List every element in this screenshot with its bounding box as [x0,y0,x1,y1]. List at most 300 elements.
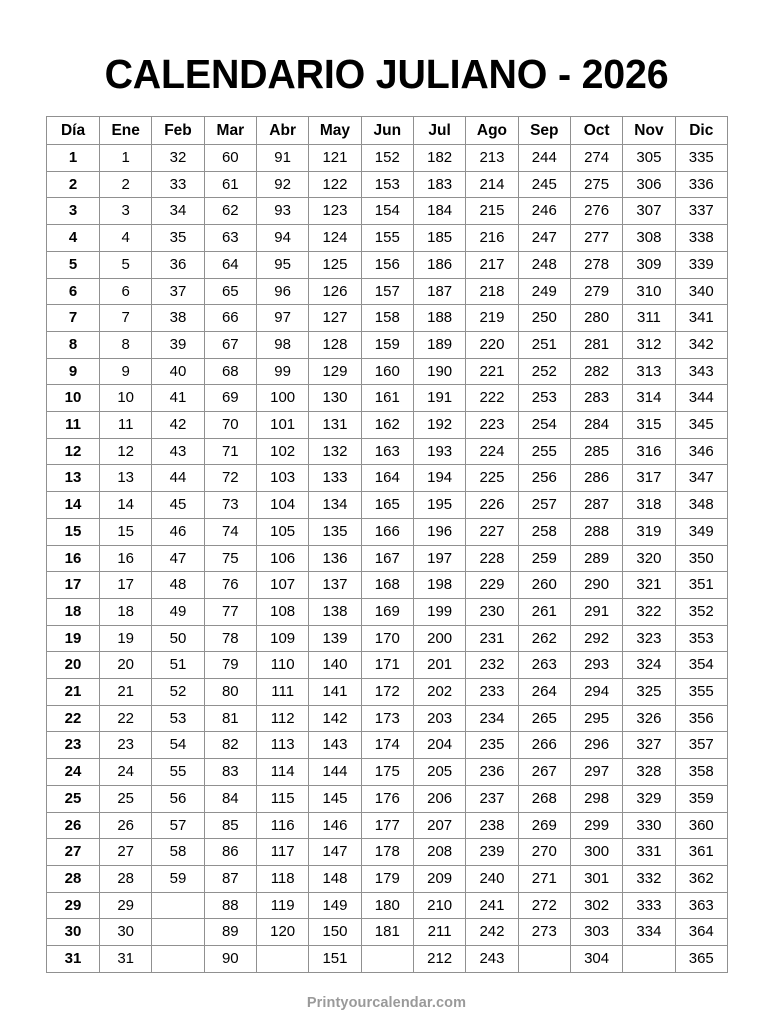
table-row [47,518,728,545]
julian-day-cell: 121 [309,145,361,172]
julian-day-cell: 25 [100,785,152,812]
julian-calendar-table [46,116,728,973]
day-number-cell: 9 [47,358,100,385]
julian-day-cell: 279 [570,278,622,305]
julian-day-cell: 81 [204,705,256,732]
julian-day-cell: 363 [675,892,727,919]
julian-day-cell: 138 [309,598,361,625]
julian-day-cell: 210 [413,892,465,919]
julian-day-cell: 24 [100,759,152,786]
julian-day-cell: 137 [309,572,361,599]
julian-day-cell: 258 [518,518,570,545]
julian-day-cell: 27 [100,839,152,866]
julian-day-cell: 281 [570,331,622,358]
day-number-cell: 1 [47,145,100,172]
julian-day-cell: 147 [309,839,361,866]
julian-day-cell: 139 [309,625,361,652]
julian-day-cell: 236 [466,759,518,786]
julian-day-cell: 255 [518,438,570,465]
julian-day-cell: 78 [204,625,256,652]
julian-day-cell: 276 [570,198,622,225]
table-row [47,625,728,652]
julian-day-cell: 290 [570,572,622,599]
julian-day-cell: 188 [413,305,465,332]
julian-day-cell: 309 [623,251,675,278]
day-number-cell: 31 [47,946,100,973]
column-header-month: Ene [100,117,152,145]
page-title: CALENDARIO JULIANO - 2026 [104,51,669,97]
julian-day-cell: 296 [570,732,622,759]
julian-day-cell: 12 [100,438,152,465]
julian-day-cell: 129 [309,358,361,385]
julian-day-cell: 259 [518,545,570,572]
julian-day-cell: 16 [100,545,152,572]
julian-day-cell: 269 [518,812,570,839]
day-number-cell: 21 [47,679,100,706]
table-row [47,652,728,679]
julian-day-cell: 157 [361,278,413,305]
julian-day-cell: 365 [675,946,727,973]
julian-day-cell: 143 [309,732,361,759]
table-row [47,251,728,278]
julian-day-cell: 99 [256,358,308,385]
table-row [47,171,728,198]
julian-day-cell: 292 [570,625,622,652]
julian-day-cell: 152 [361,145,413,172]
julian-day-cell: 93 [256,198,308,225]
julian-day-cell: 13 [100,465,152,492]
julian-day-cell: 253 [518,385,570,412]
julian-day-cell: 167 [361,545,413,572]
julian-day-cell: 91 [256,145,308,172]
column-header-month: Feb [152,117,204,145]
julian-day-cell: 43 [152,438,204,465]
julian-day-cell: 38 [152,305,204,332]
julian-day-cell: 204 [413,732,465,759]
table-row [47,412,728,439]
julian-day-cell: 156 [361,251,413,278]
julian-day-cell-empty [152,919,204,946]
table-row [47,865,728,892]
table-row [47,759,728,786]
julian-day-cell: 215 [466,198,518,225]
julian-day-cell: 300 [570,839,622,866]
column-header-day: Día [47,117,100,145]
table-row [47,385,728,412]
day-number-cell: 2 [47,171,100,198]
julian-day-cell: 283 [570,385,622,412]
julian-day-cell: 172 [361,679,413,706]
table-header-row [47,117,728,145]
julian-day-cell: 235 [466,732,518,759]
julian-day-cell: 199 [413,598,465,625]
julian-day-cell: 120 [256,919,308,946]
julian-day-cell: 153 [361,171,413,198]
julian-day-cell: 336 [675,171,727,198]
julian-day-cell: 111 [256,679,308,706]
julian-day-cell: 328 [623,759,675,786]
julian-day-cell: 244 [518,145,570,172]
julian-day-cell: 170 [361,625,413,652]
julian-day-cell: 7 [100,305,152,332]
julian-day-cell: 354 [675,652,727,679]
julian-day-cell: 15 [100,518,152,545]
julian-day-cell: 49 [152,598,204,625]
julian-day-cell: 256 [518,465,570,492]
julian-day-cell: 323 [623,625,675,652]
julian-day-cell: 45 [152,492,204,519]
julian-day-cell: 159 [361,331,413,358]
julian-day-cell: 80 [204,679,256,706]
julian-day-cell: 108 [256,598,308,625]
julian-day-cell: 46 [152,518,204,545]
julian-day-cell: 247 [518,225,570,252]
julian-day-cell: 341 [675,305,727,332]
julian-day-cell: 84 [204,785,256,812]
julian-day-cell: 26 [100,812,152,839]
julian-day-cell: 47 [152,545,204,572]
julian-day-cell: 82 [204,732,256,759]
julian-calendar-table-wrap [46,116,727,973]
day-number-cell: 4 [47,225,100,252]
julian-day-cell: 362 [675,865,727,892]
julian-day-cell: 194 [413,465,465,492]
table-row [47,705,728,732]
julian-day-cell: 243 [466,946,518,973]
julian-day-cell: 169 [361,598,413,625]
table-row [47,839,728,866]
day-number-cell: 3 [47,198,100,225]
julian-day-cell: 142 [309,705,361,732]
julian-day-cell: 109 [256,625,308,652]
julian-day-cell: 319 [623,518,675,545]
julian-day-cell: 306 [623,171,675,198]
julian-day-cell: 273 [518,919,570,946]
julian-day-cell: 75 [204,545,256,572]
julian-day-cell: 248 [518,251,570,278]
julian-day-cell: 183 [413,171,465,198]
julian-day-cell: 124 [309,225,361,252]
julian-day-cell: 191 [413,385,465,412]
julian-day-cell: 97 [256,305,308,332]
julian-day-cell: 278 [570,251,622,278]
julian-day-cell: 14 [100,492,152,519]
julian-day-cell: 168 [361,572,413,599]
julian-day-cell: 160 [361,358,413,385]
julian-day-cell: 326 [623,705,675,732]
julian-day-cell: 193 [413,438,465,465]
julian-day-cell: 240 [466,865,518,892]
julian-day-cell: 162 [361,412,413,439]
julian-day-cell: 113 [256,732,308,759]
day-number-cell: 24 [47,759,100,786]
julian-day-cell: 94 [256,225,308,252]
table-row [47,785,728,812]
julian-day-cell: 221 [466,358,518,385]
julian-day-cell: 201 [413,652,465,679]
column-header-month: Nov [623,117,675,145]
julian-day-cell: 67 [204,331,256,358]
julian-day-cell: 100 [256,385,308,412]
julian-day-cell: 282 [570,358,622,385]
julian-day-cell: 209 [413,865,465,892]
julian-day-cell: 150 [309,919,361,946]
julian-day-cell: 130 [309,385,361,412]
julian-day-cell: 203 [413,705,465,732]
julian-day-cell: 149 [309,892,361,919]
julian-day-cell: 19 [100,625,152,652]
julian-day-cell: 175 [361,759,413,786]
julian-day-cell: 350 [675,545,727,572]
julian-day-cell: 263 [518,652,570,679]
table-row [47,679,728,706]
julian-day-cell: 257 [518,492,570,519]
julian-day-cell: 57 [152,812,204,839]
julian-day-cell: 299 [570,812,622,839]
julian-day-cell: 66 [204,305,256,332]
julian-day-cell: 197 [413,545,465,572]
julian-day-cell: 74 [204,518,256,545]
julian-day-cell: 110 [256,652,308,679]
julian-day-cell: 356 [675,705,727,732]
julian-day-cell: 318 [623,492,675,519]
julian-day-cell: 133 [309,465,361,492]
julian-day-cell: 116 [256,812,308,839]
julian-day-cell: 148 [309,865,361,892]
julian-day-cell: 165 [361,492,413,519]
julian-day-cell: 146 [309,812,361,839]
julian-day-cell: 349 [675,518,727,545]
julian-day-cell: 355 [675,679,727,706]
julian-day-cell: 65 [204,278,256,305]
julian-day-cell: 41 [152,385,204,412]
julian-day-cell: 89 [204,919,256,946]
julian-day-cell: 119 [256,892,308,919]
julian-day-cell: 358 [675,759,727,786]
table-body [47,145,728,973]
julian-day-cell: 189 [413,331,465,358]
julian-day-cell: 331 [623,839,675,866]
table-row [47,278,728,305]
julian-day-cell: 31 [100,946,152,973]
julian-day-cell: 176 [361,785,413,812]
julian-day-cell: 9 [100,358,152,385]
julian-day-cell: 242 [466,919,518,946]
julian-day-cell: 262 [518,625,570,652]
julian-day-cell: 21 [100,679,152,706]
table-row [47,572,728,599]
table-row [47,492,728,519]
julian-day-cell: 266 [518,732,570,759]
table-row [47,946,728,973]
julian-day-cell: 322 [623,598,675,625]
julian-day-cell: 264 [518,679,570,706]
julian-day-cell: 48 [152,572,204,599]
julian-day-cell: 335 [675,145,727,172]
julian-day-cell: 316 [623,438,675,465]
julian-day-cell: 85 [204,812,256,839]
julian-day-cell: 220 [466,331,518,358]
julian-day-cell: 10 [100,385,152,412]
julian-day-cell: 190 [413,358,465,385]
day-number-cell: 25 [47,785,100,812]
julian-day-cell: 114 [256,759,308,786]
julian-day-cell: 232 [466,652,518,679]
julian-day-cell: 207 [413,812,465,839]
julian-day-cell: 62 [204,198,256,225]
julian-day-cell: 42 [152,412,204,439]
day-number-cell: 29 [47,892,100,919]
julian-day-cell: 135 [309,518,361,545]
julian-day-cell: 342 [675,331,727,358]
julian-day-cell-empty [256,946,308,973]
julian-day-cell: 144 [309,759,361,786]
julian-day-cell: 249 [518,278,570,305]
julian-day-cell: 206 [413,785,465,812]
julian-day-cell: 275 [570,171,622,198]
julian-day-cell: 164 [361,465,413,492]
table-row [47,545,728,572]
julian-day-cell: 112 [256,705,308,732]
julian-day-cell: 181 [361,919,413,946]
julian-day-cell: 260 [518,572,570,599]
julian-day-cell: 261 [518,598,570,625]
julian-day-cell: 73 [204,492,256,519]
julian-day-cell: 308 [623,225,675,252]
julian-day-cell: 196 [413,518,465,545]
julian-day-cell: 254 [518,412,570,439]
julian-day-cell: 195 [413,492,465,519]
julian-day-cell: 178 [361,839,413,866]
julian-day-cell: 216 [466,225,518,252]
julian-day-cell: 1 [100,145,152,172]
julian-day-cell: 88 [204,892,256,919]
day-number-cell: 19 [47,625,100,652]
julian-day-cell: 118 [256,865,308,892]
day-number-cell: 13 [47,465,100,492]
julian-day-cell: 225 [466,465,518,492]
julian-day-cell: 294 [570,679,622,706]
table-row [47,198,728,225]
julian-day-cell: 288 [570,518,622,545]
julian-day-cell: 303 [570,919,622,946]
table-row [47,919,728,946]
julian-day-cell: 333 [623,892,675,919]
julian-day-cell: 128 [309,331,361,358]
julian-day-cell: 343 [675,358,727,385]
julian-day-cell: 186 [413,251,465,278]
day-number-cell: 14 [47,492,100,519]
julian-day-cell: 105 [256,518,308,545]
table-row [47,812,728,839]
julian-day-cell: 11 [100,412,152,439]
julian-day-cell: 173 [361,705,413,732]
julian-day-cell: 239 [466,839,518,866]
table-row [47,145,728,172]
julian-day-cell: 154 [361,198,413,225]
julian-day-cell: 60 [204,145,256,172]
julian-day-cell: 339 [675,251,727,278]
column-header-month: Ago [466,117,518,145]
julian-day-cell: 286 [570,465,622,492]
julian-day-cell: 250 [518,305,570,332]
julian-day-cell: 33 [152,171,204,198]
julian-day-cell: 98 [256,331,308,358]
julian-day-cell: 329 [623,785,675,812]
julian-day-cell: 327 [623,732,675,759]
column-header-month: Dic [675,117,727,145]
julian-day-cell: 284 [570,412,622,439]
julian-day-cell: 70 [204,412,256,439]
day-number-cell: 6 [47,278,100,305]
julian-day-cell: 357 [675,732,727,759]
day-number-cell: 12 [47,438,100,465]
table-row [47,598,728,625]
julian-day-cell: 212 [413,946,465,973]
julian-day-cell: 211 [413,919,465,946]
julian-day-cell: 151 [309,946,361,973]
julian-day-cell: 285 [570,438,622,465]
julian-day-cell: 64 [204,251,256,278]
table-row [47,225,728,252]
julian-day-cell: 180 [361,892,413,919]
footer-credit: Printyourcalendar.com [306,994,467,1011]
julian-day-cell: 59 [152,865,204,892]
day-number-cell: 17 [47,572,100,599]
julian-day-cell: 102 [256,438,308,465]
julian-day-cell: 305 [623,145,675,172]
julian-day-cell: 313 [623,358,675,385]
column-header-month: Jun [361,117,413,145]
julian-day-cell: 219 [466,305,518,332]
julian-day-cell: 185 [413,225,465,252]
day-number-cell: 20 [47,652,100,679]
julian-day-cell: 364 [675,919,727,946]
julian-day-cell: 265 [518,705,570,732]
julian-day-cell: 297 [570,759,622,786]
julian-day-cell: 40 [152,358,204,385]
julian-day-cell: 348 [675,492,727,519]
julian-day-cell: 310 [623,278,675,305]
julian-day-cell: 280 [570,305,622,332]
julian-day-cell: 241 [466,892,518,919]
julian-day-cell: 53 [152,705,204,732]
julian-day-cell: 32 [152,145,204,172]
julian-day-cell: 251 [518,331,570,358]
julian-day-cell: 287 [570,492,622,519]
julian-day-cell: 301 [570,865,622,892]
julian-day-cell: 293 [570,652,622,679]
julian-day-cell: 338 [675,225,727,252]
julian-day-cell: 69 [204,385,256,412]
julian-day-cell: 125 [309,251,361,278]
column-header-month: Jul [413,117,465,145]
julian-day-cell: 145 [309,785,361,812]
julian-day-cell: 17 [100,572,152,599]
day-number-cell: 30 [47,919,100,946]
julian-day-cell: 271 [518,865,570,892]
julian-day-cell: 20 [100,652,152,679]
julian-day-cell: 295 [570,705,622,732]
table-header [47,117,728,145]
julian-day-cell: 28 [100,865,152,892]
julian-day-cell: 77 [204,598,256,625]
day-number-cell: 16 [47,545,100,572]
table-row [47,438,728,465]
julian-day-cell: 252 [518,358,570,385]
julian-day-cell: 246 [518,198,570,225]
julian-day-cell: 187 [413,278,465,305]
